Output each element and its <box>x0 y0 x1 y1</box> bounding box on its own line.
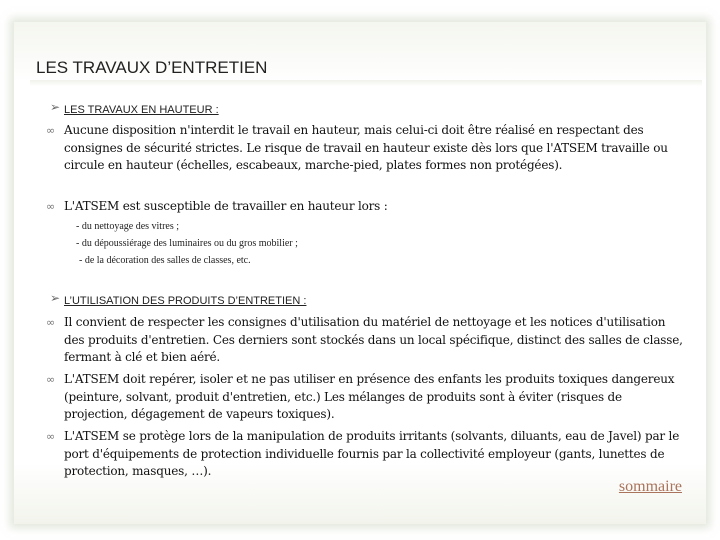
bullet-icon: ∞ <box>46 373 56 386</box>
sub-list-item: - du dépoussiérage des luminaires ou du gros mobilier ; <box>76 238 298 249</box>
section-heading-height-work: ➢ LES TRAVAUX EN HAUTEUR : <box>50 100 219 116</box>
arrow-bullet-icon: ➢ <box>50 291 61 305</box>
bullet-icon: ∞ <box>46 200 56 213</box>
slide: LES TRAVAUX D’ENTRETIEN ➢ LES TRAVAUX EN HAUTEUR : ∞ Aucune disposition n'interdit le travail en hauteur, mais celui-ci doit être réalisé en respectant des consignes de sécurité strictes. Le risque de travail en hauteur existe dès lors que l'ATSEM travaille ou circule en hauteur (échelles, escabeaux, marche-pied, plates formes non protégées). ∞ L'ATSEM est susceptible de travailler en hauteur lors : - du nettoyage des vitres ; - du dépoussiérage des luminaires ou du gros mobilier ; - de la décoration des salles de classes, etc. ➢ L’UTILISATION DES PRODUITS D’ENTRETIEN : ∞ Il convient de respecter les consignes d'utilisation du matériel de nettoyage et les notices d'utilisation des produits d'entretien. Ces derniers sont stockés dans un local spécifique, distinct des salles de classe, fermant à clé et bien aéré. ∞ L'ATSEM doit repérer, isoler et ne pas utiliser en présence des enfants les produits toxiques dangereux (peinture, solvant, produit d'entretien, etc.) Les mélanges de produits sont à éviter (risques de projection, dégagement de vapeurs toxiques). ∞ L'ATSEM se protège lors de la manipulation de produits irritants (solvants, diluants, eau de Javel) par le port d'équipements de protection individuelle fournis par la collectivité employeur (gants, lunettes de protection, masques, …). sommaire <box>0 0 720 540</box>
sub-list-item: - du nettoyage des vitres ; <box>76 221 180 232</box>
sub-list <box>76 221 636 272</box>
section-heading-products: ➢ L’UTILISATION DES PRODUITS D’ENTRETIEN : <box>50 291 307 307</box>
sub-list-item: - de la décoration des salles de classes, etc. <box>79 255 251 266</box>
bullet-icon: ∞ <box>46 124 56 137</box>
page-title: LES TRAVAUX D’ENTRETIEN <box>36 58 268 77</box>
arrow-bullet-icon: ➢ <box>50 100 61 114</box>
sommaire-link[interactable]: sommaire <box>618 478 682 495</box>
bullet-icon: ∞ <box>46 316 56 329</box>
bullet-icon: ∞ <box>46 430 56 443</box>
title-divider <box>30 80 702 86</box>
